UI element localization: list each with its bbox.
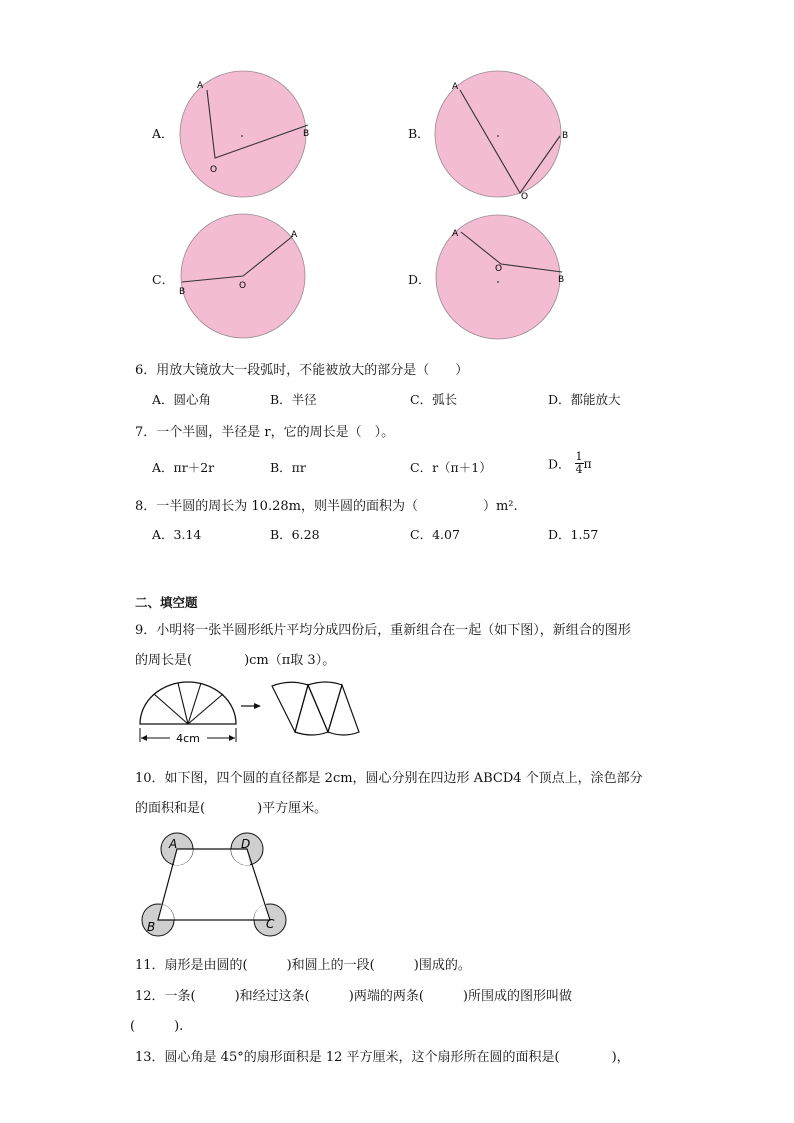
question-7-stem: 7．一个半圆，半径是 r，它的周长是（ ）。 (135, 425, 395, 440)
label-a: A (452, 229, 459, 239)
question-11-stem: 11．扇形是由圆的( )和圆上的一段( )围成的。 (135, 958, 471, 973)
fraction-numerator: 1 (575, 450, 583, 463)
circle-diagram-c (175, 212, 315, 344)
question-9-line1: 9．小明将一张半圆形纸片平均分成四份后，重新组合在一起（如下图），新组合的图形 (135, 623, 631, 638)
question-10-line1: 10．如下图，四个圆的直径都是 2cm，圆心分别在四边形 ABCD4 个顶点上，涂色部分 (135, 771, 643, 786)
label-a: A (452, 82, 459, 92)
q8-option-a: A．3.14 (152, 527, 202, 542)
question-10-line2: 的面积和是( )平方厘米。 (135, 801, 328, 816)
vertex-c: C (266, 917, 275, 931)
q6-option-d: D．都能放大 (548, 392, 621, 407)
label-o: O (239, 281, 247, 291)
q8-option-d: D．1.57 (548, 527, 599, 542)
label-b: B (179, 287, 186, 297)
question-12-line2: ( ). (130, 1019, 184, 1034)
option-d-label: D． (408, 272, 431, 287)
question-12-line1: 12．一条( )和经过这条( )两端的两条( )所围成的图形叫做 (135, 989, 572, 1004)
semicircle-figure (135, 676, 365, 748)
pi-symbol: π (583, 456, 592, 471)
circle-diagram-b (430, 68, 580, 208)
option-a-label: A． (152, 126, 174, 141)
question-13-stem: 13．圆心角是 45°的扇形面积是 12 平方厘米，这个扇形所在圆的面积是( )， (135, 1050, 630, 1065)
q8-option-b: B．6.28 (270, 527, 320, 542)
vertex-a: A (169, 837, 178, 851)
label-o: O (210, 165, 218, 175)
fraction-denominator: 4 (575, 463, 583, 476)
question-9-line2: 的周长是( )cm（π取 3）。 (135, 653, 336, 668)
q6-option-a: A．圆心角 (152, 392, 212, 407)
q7-option-d (548, 451, 592, 476)
q7-option-b: B．πr (270, 460, 306, 475)
section-title: 二、填空题 (135, 595, 198, 610)
label-b: B (562, 131, 569, 141)
option-b-label: B． (408, 126, 430, 141)
question-6-stem: 6．用放大镜放大一段弧时，不能被放大的部分是（ ） (135, 363, 469, 378)
q6-option-c: C．弧长 (410, 392, 458, 407)
fraction-one-quarter (575, 451, 584, 476)
dimension-label: 4cm (176, 732, 200, 745)
label-o: O (521, 192, 529, 202)
q7-option-c: C．r（π＋1） (410, 460, 492, 475)
label-a: A (291, 230, 298, 240)
q7-option-d-letter: D． (548, 456, 571, 472)
q7-option-a: A．πr＋2r (152, 460, 215, 475)
circle-diagram-d (430, 212, 580, 344)
vertex-d: D (241, 837, 251, 851)
circle-diagram-a (175, 68, 315, 208)
option-c-label: C． (152, 272, 175, 287)
q6-option-b: B．半径 (270, 392, 317, 407)
quadrilateral-figure (140, 828, 300, 940)
label-o: O (495, 264, 503, 274)
q8-option-c: C．4.07 (410, 527, 460, 542)
vertex-b: B (147, 920, 156, 934)
question-8-stem: 8．一半圆的周长为 10.28m，则半圆的面积为（ ）m². (135, 499, 518, 514)
label-a: A (197, 81, 204, 91)
label-b: B (303, 129, 310, 139)
label-b: B (558, 275, 565, 285)
